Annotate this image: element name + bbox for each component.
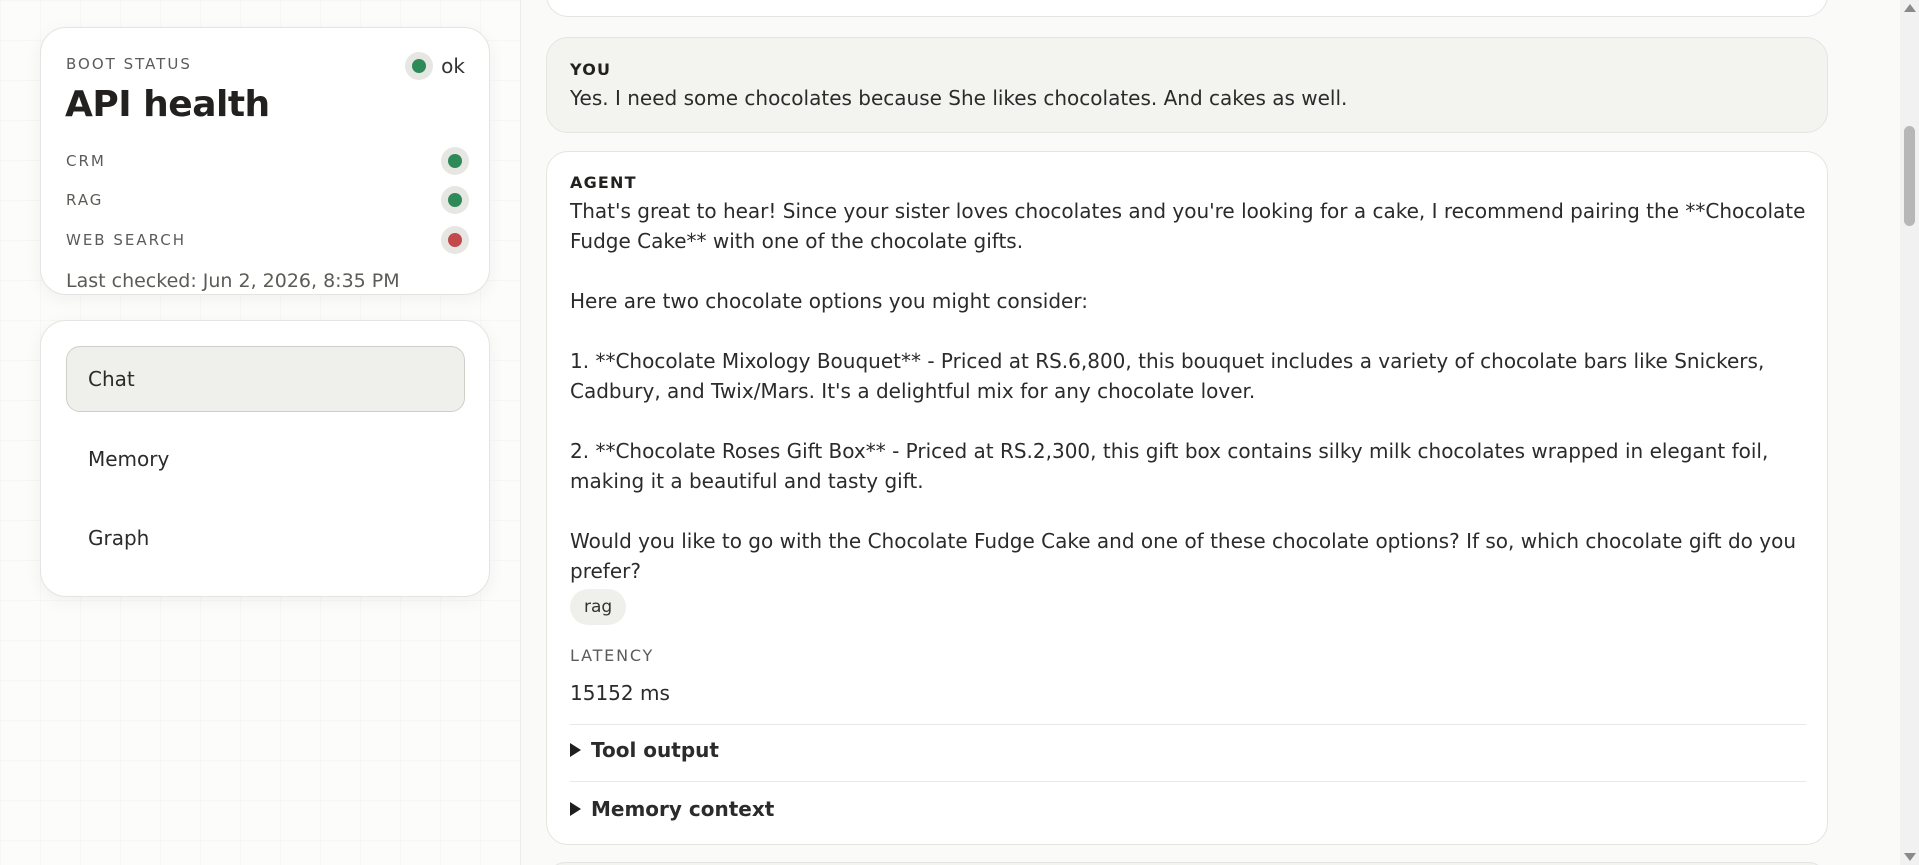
page-scrollbar[interactable] bbox=[1900, 0, 1919, 865]
nav-item-memory[interactable]: Memory bbox=[88, 447, 170, 471]
scrollbar-thumb[interactable] bbox=[1904, 126, 1915, 226]
message-paragraph: 1. **Chocolate Mixology Bouquet** - Priced at RS.6,800, this bouquet includes a variety of chocolate bars like Snickers, Cadbury, and Twix/Mars. It's a delightful mix for any chocolate lover. bbox=[570, 349, 1765, 403]
divider bbox=[570, 724, 1806, 725]
service-label: RAG bbox=[66, 191, 104, 209]
boot-status-label: BOOT STATUS bbox=[66, 55, 192, 73]
source-tag: rag bbox=[570, 589, 626, 625]
service-status-indicator bbox=[441, 186, 469, 214]
user-message bbox=[546, 37, 1828, 133]
scroll-down-arrow-icon[interactable] bbox=[1904, 853, 1916, 861]
service-row-rag bbox=[66, 186, 469, 214]
status-dot-icon bbox=[412, 59, 426, 73]
status-dot-icon bbox=[448, 154, 462, 168]
tool-output-toggle[interactable] bbox=[570, 738, 719, 762]
memory-context-toggle[interactable] bbox=[570, 797, 774, 821]
sidebar bbox=[0, 0, 520, 865]
overall-status-indicator bbox=[405, 52, 433, 80]
latency-label: LATENCY bbox=[570, 646, 655, 665]
nav-card bbox=[40, 320, 490, 597]
message-paragraph: Here are two chocolate options you might consider: bbox=[570, 289, 1088, 313]
message-role: YOU bbox=[570, 60, 612, 79]
service-status-indicator bbox=[441, 147, 469, 175]
last-checked-text: Last checked: Jun 2, 2026, 8:35 PM bbox=[66, 270, 400, 292]
message-paragraph: Would you like to go with the Chocolate Fudge Cake and one of these chocolate options? If so, which chocolate gift do you prefer? bbox=[570, 529, 1796, 583]
message-paragraph: 2. **Chocolate Roses Gift Box** - Priced at RS.2,300, this gift box contains silky milk chocolates wrapped in elegant foil, making it a beautiful and tasty gift. bbox=[570, 439, 1769, 493]
divider bbox=[570, 781, 1806, 782]
tool-output-label: Tool output bbox=[591, 738, 719, 762]
service-label: CRM bbox=[66, 152, 106, 170]
status-dot-icon bbox=[448, 193, 462, 207]
disclosure-triangle-icon bbox=[570, 802, 581, 816]
message-paragraph: That's great to hear! Since your sister loves chocolates and you're looking for a cake, I recommend pairing the **Chocolate Fudge Cake** with one of the chocolate gifts. bbox=[570, 199, 1806, 253]
service-status-indicator bbox=[441, 226, 469, 254]
scroll-up-arrow-icon[interactable] bbox=[1904, 4, 1916, 12]
previous-message bbox=[546, 0, 1828, 17]
agent-message bbox=[546, 151, 1828, 845]
memory-context-label: Memory context bbox=[591, 797, 775, 821]
message-text: Yes. I need some chocolates because She likes chocolates. And cakes as well. bbox=[570, 86, 1348, 110]
overall-status-text: ok bbox=[441, 54, 465, 78]
nav-item-graph[interactable]: Graph bbox=[88, 526, 150, 550]
service-label: WEB SEARCH bbox=[66, 231, 187, 249]
boot-status-card bbox=[40, 27, 490, 295]
status-dot-icon bbox=[448, 233, 462, 247]
message-role: AGENT bbox=[570, 173, 637, 192]
api-health-title: API health bbox=[65, 84, 270, 125]
latency-value: 15152 ms bbox=[570, 681, 670, 705]
service-row-crm bbox=[66, 147, 469, 175]
chat-panel bbox=[521, 0, 1900, 865]
nav-item-chat[interactable]: Chat bbox=[66, 346, 465, 412]
overall-status bbox=[405, 52, 465, 80]
service-row-web-search bbox=[66, 226, 469, 254]
disclosure-triangle-icon bbox=[570, 743, 581, 757]
message-text bbox=[570, 196, 1810, 586]
